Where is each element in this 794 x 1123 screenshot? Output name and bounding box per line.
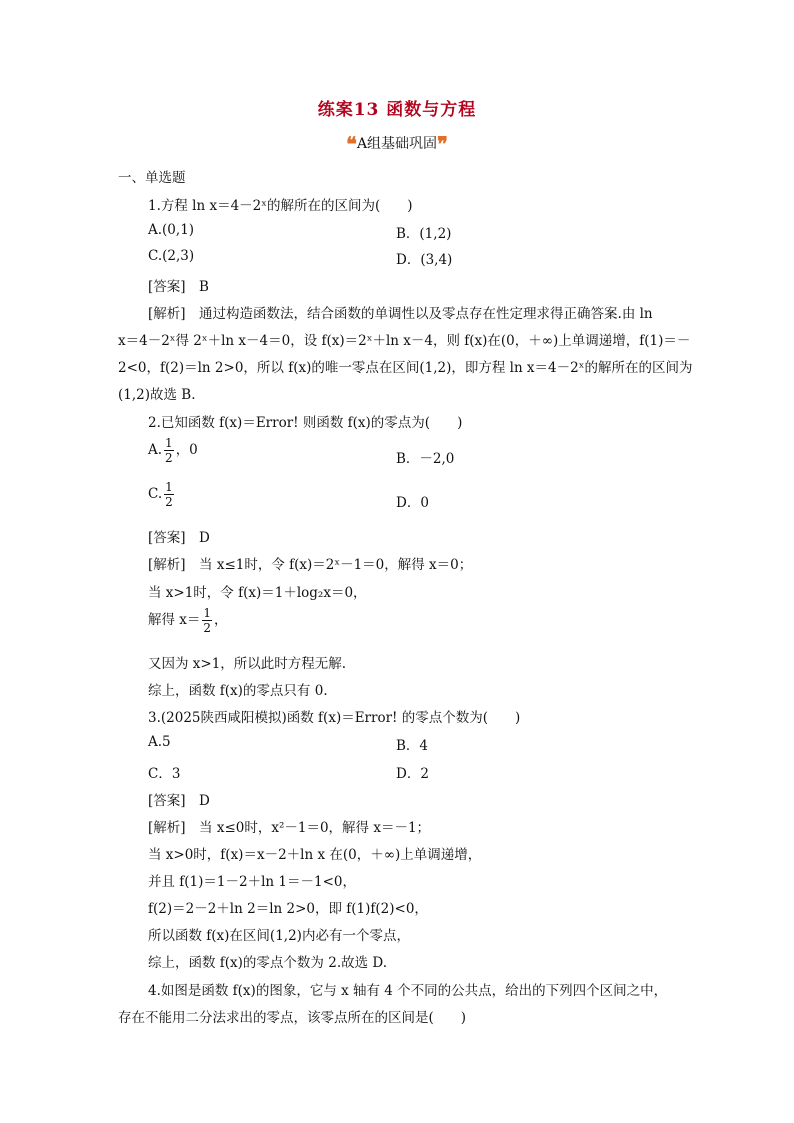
- q2-option-a-suffix: ，0: [175, 442, 198, 458]
- q3-analysis-line-1: [解析] 当 x≤0时，x²－1＝0，解得 x＝－1；: [148, 820, 431, 836]
- close-quote-icon: ❞: [437, 132, 448, 156]
- q3-analysis-line-3: 并且 f(1)＝1－2＋ln 1＝－1<0，: [148, 874, 356, 890]
- q3-stem: 3.(2025陕西咸阳模拟)函数 f(x)＝Error! 的零点个数为( ): [148, 710, 521, 726]
- q1-analysis-line-1: [解析] 通过构造函数法，结合函数的单调性以及零点存在性定理求得正确答案.由 ln: [148, 306, 653, 322]
- q1-stem: 1.方程 ln x＝4－2ˣ的解所在的区间为( ): [148, 198, 413, 214]
- q1-answer: [答案] B: [148, 279, 209, 295]
- open-quote-icon: ❝: [346, 132, 357, 156]
- q3-analysis-line-5: 所以函数 f(x)在区间(1,2)内必有一个零点，: [148, 928, 410, 944]
- q2-stem: 2.已知函数 f(x)＝Error! 则函数 f(x)的零点为( ): [148, 415, 463, 431]
- group-heading: [0, 132, 794, 156]
- fraction: [164, 480, 174, 509]
- q3-answer: [答案] D: [148, 793, 210, 809]
- fraction-denominator: 2: [165, 451, 173, 465]
- q3-analysis-line-4: f(2)＝2－2＋ln 2＝ln 2>0，即 f(1)f(2)<0，: [148, 901, 428, 917]
- q2-option-c: [148, 480, 176, 509]
- q4-stem-line-2: 存在不能用二分法求出的零点，该零点所在的区间是( ): [118, 1010, 467, 1026]
- fraction-numerator: 1: [165, 480, 173, 494]
- q2-option-a: [148, 436, 198, 465]
- q2-option-a-prefix: A.: [148, 442, 163, 458]
- q3-option-a: A.5: [148, 734, 171, 750]
- q3-option-d: D．2: [396, 766, 429, 782]
- group-label: A组基础巩固: [356, 136, 438, 152]
- q2-option-c-prefix: C.: [148, 486, 163, 502]
- q2-option-d: D．0: [396, 495, 429, 511]
- q3-option-c: C．3: [148, 766, 181, 782]
- fraction-numerator: 1: [203, 606, 212, 620]
- fraction-numerator: 1: [165, 436, 173, 450]
- page-title: 练案13 函数与方程: [317, 100, 477, 120]
- q2-analysis-line-5: 综上，函数 f(x)的零点只有 0.: [148, 683, 328, 699]
- q4-stem-line-1: 4.如图是函数 f(x)的图象，它与 x 轴有 4 个不同的公共点，给出的下列四个区间之中，: [148, 983, 668, 999]
- q1-option-c: C.(2,3): [148, 248, 195, 264]
- q3-option-b: B．4: [396, 738, 429, 754]
- q3-analysis-line-6: 综上，函数 f(x)的零点个数为 2.故选 D.: [148, 955, 388, 971]
- q1-option-d: D．(3,4): [396, 252, 453, 268]
- q2-answer: [答案] D: [148, 530, 210, 546]
- q2-analysis-line-2: 当 x>1时，令 f(x)＝1＋log₂x＝0，: [148, 585, 367, 601]
- q1-analysis-line-2: x＝4－2ˣ得 2ˣ＋ln x－4＝0，设 f(x)＝2ˣ＋ln x－4，则 f(x)在(0，＋∞)上单调递增，f(1)＝－: [118, 333, 691, 349]
- q1-option-a: A.(0,1): [148, 222, 195, 238]
- section-heading: 一、单选题: [118, 170, 186, 186]
- fraction: [202, 606, 212, 635]
- q2-analysis-line-4: 又因为 x>1，所以此时方程无解.: [148, 656, 347, 672]
- q1-option-b: B．(1,2): [396, 226, 452, 242]
- fraction-denominator: 2: [165, 495, 173, 509]
- q2-analysis-line-3-prefix: 解得 x＝: [148, 612, 201, 628]
- q1-analysis-line-3: 2<0，f(2)＝ln 2>0，所以 f(x)的唯一零点在区间(1,2)，即方程 ln x＝4－2ˣ的解所在的区间为: [118, 360, 693, 376]
- q2-analysis-line-1: [解析] 当 x≤1时，令 f(x)＝2ˣ－1＝0，解得 x＝0；: [148, 557, 473, 573]
- fraction: [164, 436, 174, 465]
- q2-option-b: B．－2,0: [396, 451, 455, 467]
- q2-analysis-line-3-suffix: ，: [214, 612, 228, 628]
- q2-analysis-line-3: [148, 606, 228, 635]
- q3-analysis-line-2: 当 x>0时，f(x)＝x－2＋ln x 在(0，＋∞)上单调递增，: [148, 847, 482, 863]
- q1-analysis-line-4: (1,2)故选 B.: [118, 387, 196, 403]
- fraction-denominator: 2: [203, 621, 212, 635]
